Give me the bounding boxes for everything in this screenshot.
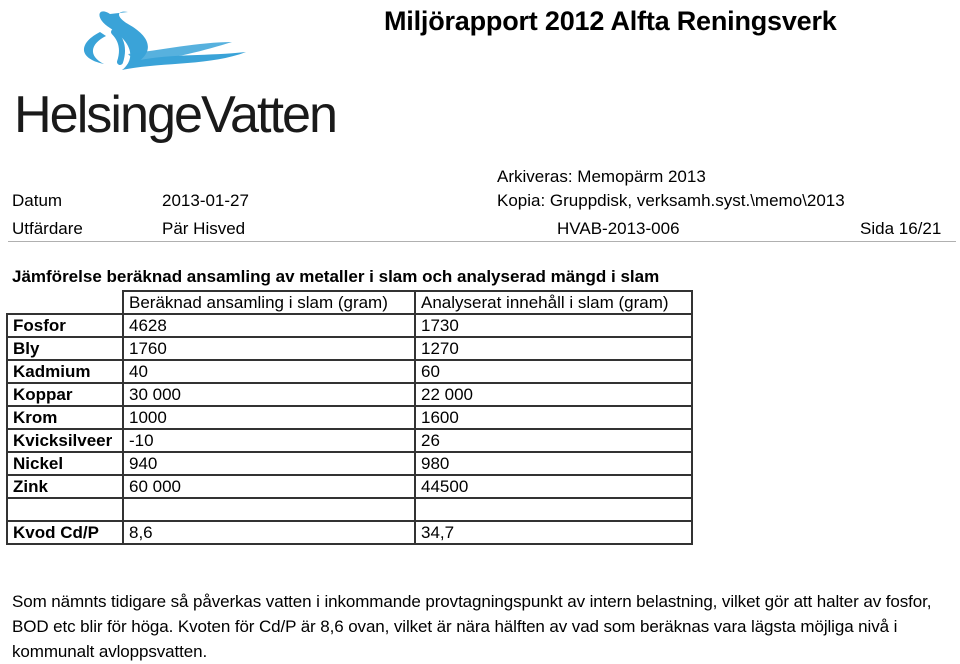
calculated-value: 30 000 [123,383,415,406]
table-header-cell: Analyserat innehåll i slam (gram) [415,291,692,314]
calculated-value: 40 [123,360,415,383]
archive-info: Arkiveras: Memopärm 2013 [497,167,706,186]
ratio-calculated: 8,6 [123,521,415,544]
copy-info: Kopia: Gruppdisk, verksamh.syst.\memo\2013 [497,191,845,210]
section-title: Jämförelse beräknad ansamling av metaller i slam och analyserad mängd i slam [12,267,660,286]
document-id: HVAB-2013-006 [557,219,680,238]
metals-comparison-table [6,290,693,545]
helsinge-vatten-logo [10,2,340,144]
ratio-label: Kvod Cd/P [7,521,123,544]
analysed-value: 1600 [415,406,692,429]
metal-name: Kadmium [7,360,123,383]
table-row [7,475,692,498]
metal-name: Krom [7,406,123,429]
empty-cell [123,498,415,521]
metal-name: Koppar [7,383,123,406]
table-row [7,314,692,337]
table-header-cell [7,291,123,314]
calculated-value: 60 000 [123,475,415,498]
table-header-row [7,291,692,314]
metal-name: Fosfor [7,314,123,337]
logo-wordmark: HelsingeVatten [14,86,336,144]
analysed-value: 22 000 [415,383,692,406]
calculated-value: 1000 [123,406,415,429]
issuer-value: Pär Hisved [162,219,246,238]
analysed-value: 26 [415,429,692,452]
table-row [7,360,692,383]
analysed-value: 44500 [415,475,692,498]
calculated-value: 1760 [123,337,415,360]
metal-name: Kvicksilveer [7,429,123,452]
table-row [7,406,692,429]
table-row [7,337,692,360]
metal-name: Nickel [7,452,123,475]
table-header-cell: Beräknad ansamling i slam (gram) [123,291,415,314]
date-label: Datum [12,191,63,210]
analysed-value: 980 [415,452,692,475]
empty-cell [7,498,123,521]
analysed-value: 1270 [415,337,692,360]
ratio-row [7,521,692,544]
issuer-label: Utfärdare [12,219,83,238]
page-title: Miljörapport 2012 Alfta Reningsverk [384,6,837,36]
wave-swoosh-icon [10,2,340,144]
header-divider [8,241,956,242]
page-number: Sida 16/21 [860,219,942,238]
date-value: 2013-01-27 [162,191,249,210]
table-row [7,383,692,406]
ratio-analysed: 34,7 [415,521,692,544]
calculated-value: -10 [123,429,415,452]
empty-cell [415,498,692,521]
analysed-value: 1730 [415,314,692,337]
metal-name: Bly [7,337,123,360]
analysed-value: 60 [415,360,692,383]
summary-paragraph: Som nämnts tidigare så påverkas vatten i inkommande provtagningspunkt av intern belastning, vilket gör att halter av fosfor, BOD etc blir för höga. Kvoten för Cd/P är 8,6 ovan, vilket är nära hälften av vad som beräknas vara lägsta möjliga nivå i kommunalt avloppsvatten. [12,592,932,661]
table-row [7,452,692,475]
table-row [7,429,692,452]
calculated-value: 4628 [123,314,415,337]
calculated-value: 940 [123,452,415,475]
metal-name: Zink [7,475,123,498]
empty-table-row [7,498,692,521]
